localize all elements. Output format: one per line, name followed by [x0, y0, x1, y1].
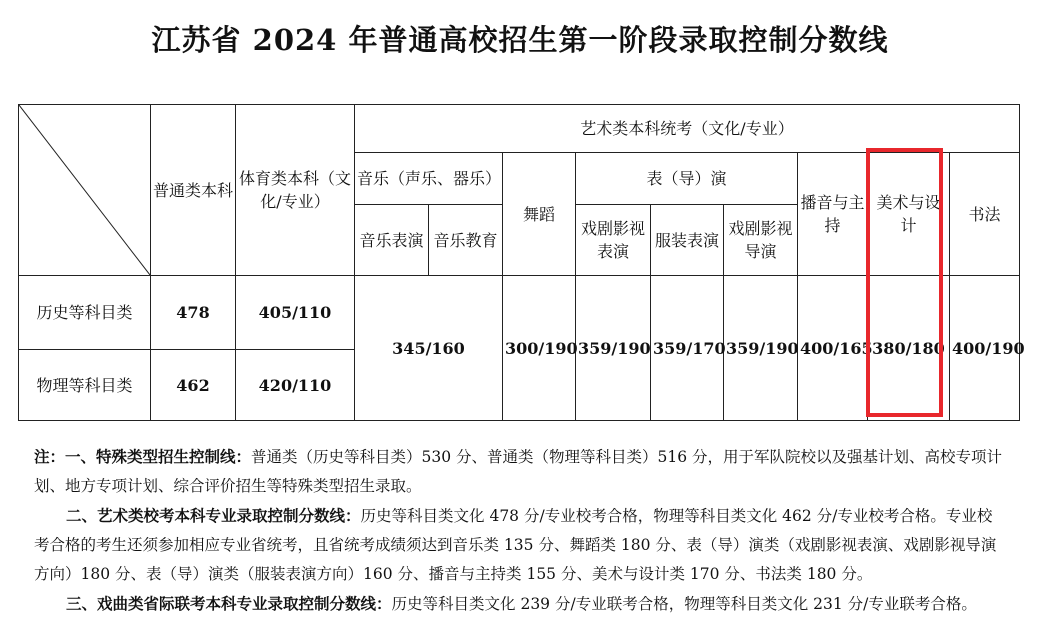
value-fuzhuang-biaoyan: 359/170	[651, 276, 724, 421]
value-xiju-biaoyan: 359/190	[576, 276, 651, 421]
header-wudao: 舞蹈	[503, 153, 576, 276]
diagonal-line	[19, 105, 150, 275]
value-meishu: 380/180	[868, 276, 950, 421]
value-lishi-putong: 478	[151, 276, 236, 350]
diagonal-header-cell	[19, 105, 151, 276]
note-3-text: 历史等科目类文化 239 分/专业联考合格，物理等科目类文化 231 分/专业联考合格。	[391, 595, 977, 613]
value-yinyue: 345/160	[355, 276, 503, 421]
header-shufa: 书法	[950, 153, 1020, 276]
value-lishi-tiyu: 405/110	[236, 276, 355, 350]
header-putong: 普通类本科	[151, 105, 236, 276]
header-yinyue: 音乐（声乐、器乐）	[355, 153, 503, 205]
value-xiju-daoyan: 359/190	[724, 276, 798, 421]
header-fuzhuang-biaoyan: 服装表演	[651, 205, 724, 276]
value-shufa: 400/190	[950, 276, 1020, 421]
note-2	[34, 501, 1004, 589]
value-wuli-putong: 462	[151, 350, 236, 421]
row-label-lishi: 历史等科目类	[19, 276, 151, 350]
header-meishu: 美术与设计	[868, 153, 950, 276]
note-1-text: 普通类（历史等科目类）530 分、普通类（物理等科目类）516 分，用于军队院校以及强基计划、高校专项计划、地方专项计划、综合评价招生等特殊类型招生录取。	[34, 448, 1003, 495]
note-3-heading: 戏曲类省际联考本科专业录取控制分数线：	[97, 594, 392, 613]
value-boyin: 400/165	[798, 276, 868, 421]
header-xiju-daoyan: 戏剧影视导演	[724, 205, 798, 276]
value-wudao: 300/190	[503, 276, 576, 421]
header-yinyue-biaoyan: 音乐表演	[355, 205, 429, 276]
notes-section	[34, 442, 1004, 619]
score-table	[18, 104, 1025, 421]
header-boyin: 播音与主持	[798, 153, 868, 276]
note-2-text: 历史等科目类文化 478 分/专业校考合格，物理等科目类文化 462 分/专业校考合格。专业校考合格的考生还须参加相应专业省统考，且省统考成绩须达到音乐类 135 分、舞蹈类 180 分、表（导）演类（戏剧影视表演、戏剧影视导演方向）180 分、表（导）演类（服装表演方向）160 分、播音与主持类 155 分、美术与设计类 170 分、书法类 180 分。	[34, 507, 997, 583]
note-1	[34, 442, 1004, 501]
note-2-prefix: 二、	[66, 506, 98, 525]
header-xiju-biaoyan: 戏剧影视表演	[576, 205, 651, 276]
note-1-prefix: 注：一、	[34, 447, 97, 466]
note-2-heading: 艺术类校考本科专业录取控制分数线：	[97, 506, 361, 525]
row-label-wuli: 物理等科目类	[19, 350, 151, 421]
header-biaodaoyan: 表（导）演	[576, 153, 798, 205]
header-tiyu: 体育类本科（文化/专业）	[236, 105, 355, 276]
page-title: 江苏省 2024 年普通高校招生第一阶段录取控制分数线	[151, 23, 889, 57]
note-1-heading: 特殊类型招生控制线：	[96, 447, 252, 466]
header-yishu: 艺术类本科统考（文化/专业）	[355, 105, 1020, 153]
note-3-prefix: 三、	[66, 594, 98, 613]
note-3	[34, 589, 1004, 619]
header-yinyue-jiaoyu: 音乐教育	[429, 205, 503, 276]
value-wuli-tiyu: 420/110	[236, 350, 355, 421]
